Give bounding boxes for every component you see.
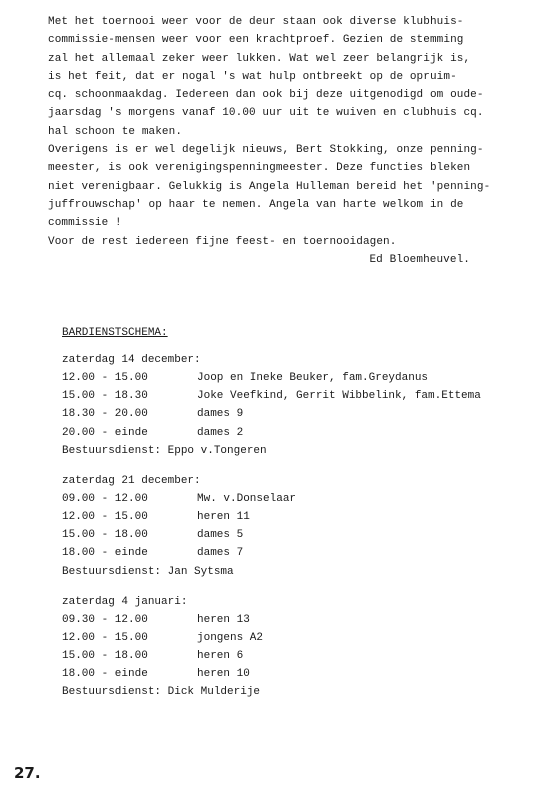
shift-time: 18.30 - 20.00 (62, 408, 148, 421)
article-line: hal schoon te maken. (48, 125, 183, 138)
article-line: Overigens is er wel degelijk nieuws, Bert Stokking, onze penning- (48, 144, 484, 157)
shift-volunteers: heren 10 (197, 668, 250, 681)
shift-row (62, 611, 482, 629)
schedule-day (62, 351, 482, 460)
shift-row (62, 544, 482, 562)
shift-row (62, 629, 482, 647)
article-line: commissie-mensen weer voor een krachtproef. Gezien de stemming (48, 34, 464, 47)
schedule-day (62, 593, 482, 702)
shift-time: 12.00 - 15.00 (62, 511, 148, 524)
board-duty: Bestuursdienst: Dick Mulderije (62, 686, 261, 699)
shift-row (62, 387, 482, 405)
shift-time: 15.00 - 18.00 (62, 529, 148, 542)
shift-volunteers: heren 11 (197, 511, 250, 524)
shift-time: 15.00 - 18.00 (62, 650, 148, 663)
shift-volunteers: Joop en Ineke Beuker, fam.Greydanus (197, 372, 429, 384)
schedule-day (62, 472, 482, 581)
shift-volunteers: Joke Veefkind, Gerrit Wibbelink, fam.Ettema (197, 390, 481, 403)
day-heading: zaterdag 21 december: (62, 474, 201, 487)
article-line: niet verenigbaar. Gelukkig is Angela Hulleman bereid het 'penning- (48, 180, 491, 193)
shift-time: 18.00 - einde (62, 668, 148, 681)
page-number: 27. (14, 764, 41, 782)
shift-time: 09.00 - 12.00 (62, 492, 148, 505)
article-line: juffrouwschap' op haar te nemen. Angela van harte welkom in de (48, 198, 464, 211)
board-duty: Bestuursdienst: Jan Sytsma (62, 565, 234, 578)
bar-duty-schedule (62, 324, 482, 713)
schedule-title: BARDIENSTSCHEMA: (62, 327, 168, 339)
shift-volunteers: heren 6 (197, 650, 244, 663)
shift-time: 12.00 - 15.00 (62, 631, 148, 644)
shift-row (62, 369, 482, 387)
shift-volunteers: dames 5 (197, 529, 244, 542)
shift-volunteers: jongens A2 (197, 631, 264, 644)
shift-time: 09.30 - 12.00 (62, 613, 148, 626)
shift-time: 12.00 - 15.00 (62, 372, 148, 384)
day-heading: zaterdag 14 december: (62, 354, 201, 366)
day-heading: zaterdag 4 januari: (62, 595, 188, 608)
article-line: commissie ! (48, 217, 122, 230)
intro-article (48, 13, 518, 269)
article-line: is het feit, dat er nogal 's wat hulp ontbreekt op de opruim- (48, 70, 457, 83)
shift-row (62, 665, 482, 683)
shift-time: 20.00 - einde (62, 426, 148, 439)
shift-volunteers: dames 9 (197, 408, 244, 421)
shift-volunteers: dames 2 (197, 426, 244, 439)
article-line: zal het allemaal zeker weer lukken. Wat wel zeer belangrijk is, (48, 52, 471, 65)
shift-time: 15.00 - 18.30 (62, 390, 148, 403)
article-line: cq. schoonmaakdag. Iedereen dan ook bij deze uitgenodigd om oude- (48, 89, 484, 102)
article-line: jaarsdag 's morgens vanaf 10.00 uur uit te wuiven en clubhuis cq. (48, 107, 484, 120)
shift-row (62, 508, 482, 526)
article-line: meester, is ook verenigingspenningmeester. Deze functies bleken (48, 162, 471, 175)
shift-row (62, 424, 482, 442)
shift-row (62, 647, 482, 665)
signature: Ed Bloemheuvel. (369, 253, 470, 266)
article-line: Voor de rest iedereen fijne feest- en toernooidagen. (48, 235, 397, 248)
shift-volunteers: heren 13 (197, 613, 250, 626)
shift-row (62, 526, 482, 544)
article-line: Met het toernooi weer voor de deur staan ook diverse klubhuis- (48, 16, 464, 28)
shift-row (62, 490, 482, 508)
shift-time: 18.00 - einde (62, 547, 148, 560)
shift-volunteers: dames 7 (197, 547, 244, 560)
shift-row (62, 405, 482, 423)
board-duty: Bestuursdienst: Eppo v.Tongeren (62, 444, 267, 457)
shift-volunteers: Mw. v.Donselaar (197, 492, 297, 505)
